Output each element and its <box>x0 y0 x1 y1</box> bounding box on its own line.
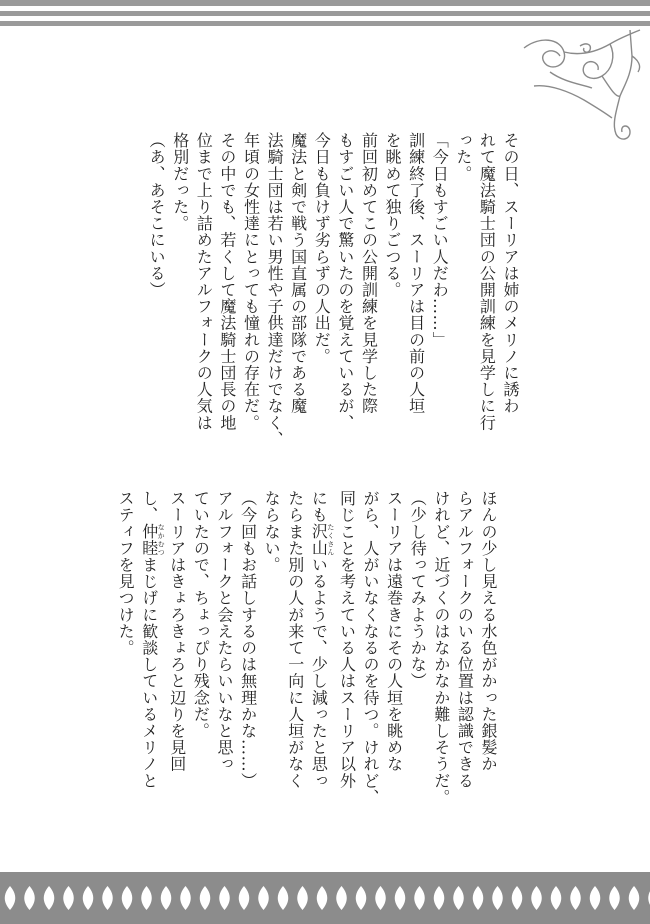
text-line: けれど、近づくのはなかなか難しそうだ。 <box>431 490 451 806</box>
text-line: アルフォークと会えたらいいなと思っ <box>214 490 234 773</box>
text-line: 訓練終了後、スーリアは目の前の人垣 <box>406 132 426 415</box>
text-line: ならない。 <box>262 490 282 573</box>
text-line-with-ruby: にも沢山たくさんいるようで、少し減ったと思っ <box>309 490 335 789</box>
text-line: 同じことを考えている人はスーリア以外 <box>337 490 357 789</box>
corner-flourish-ornament <box>520 26 644 144</box>
text-line: （少し待ってみようかな） <box>408 490 428 690</box>
text-line: 格別だった。 <box>170 132 190 232</box>
text-line: 魔法と剣で戦う国直属の部隊である魔 <box>288 132 308 415</box>
text-line: れて魔法騎士団の公開訓練を見学しに行 <box>477 132 497 431</box>
text-line: ていたので、ちょっぴり残念だ。 <box>191 490 211 739</box>
text-line: その中でも、若くして魔法騎士団長の地 <box>217 132 237 431</box>
text-line: たらまた別の人が来て一向に人垣がなく <box>285 490 305 789</box>
ruby-takusan: 沢山たくさん <box>309 523 335 557</box>
text-line: がら、人がいなくなるのを待つ。けれど、 <box>361 490 381 806</box>
footer-pattern-band <box>0 872 650 924</box>
lower-text-block <box>114 490 501 820</box>
text-line: らアルフォークのいる位置は認識できる <box>455 490 475 789</box>
text-line-with-ruby: し、仲睦なかむつまじげに歓談しているメリノと <box>139 490 166 789</box>
text-line: を眺めて独りごつる。 <box>383 132 403 298</box>
text-line: スティフを見つけた。 <box>116 490 136 656</box>
text-line: った。 <box>453 132 473 182</box>
text-line: スーリアは遠巻きにその人垣を眺めな <box>384 490 404 773</box>
text-line: （あ、あそこにいる） <box>147 132 167 298</box>
text-line: （今回もお話しするのは無理かな……） <box>238 490 258 789</box>
text-line: その日、スーリアは姉のメリノに誘わ <box>501 132 520 415</box>
ruby-nakamutsu: 仲睦なかむつ <box>139 523 166 557</box>
text-line: ほんの少し見える水色がかった銀髪か <box>479 490 498 773</box>
text-line: 今日も負けず劣らずの人出だ。 <box>312 132 332 365</box>
text-line: スーリアはきょろきょろと辺りを見回 <box>167 490 187 773</box>
text-line: 前回初めてこの公開訓練を見学した際 <box>359 132 379 415</box>
text-line: もすごい人で驚いたのを覚えているが、 <box>335 132 355 431</box>
upper-text-block <box>145 132 523 452</box>
text-line: 「今日もすごい人だわ……」 <box>430 132 450 348</box>
text-line: 位まで上り詰めたアルフォークの人気は <box>194 132 214 431</box>
text-line: 年頃の女性達にとっても憧れの存在だ。 <box>241 132 261 431</box>
text-line: 法騎士団は若い男性や子供達だけでなく、 <box>265 132 285 448</box>
